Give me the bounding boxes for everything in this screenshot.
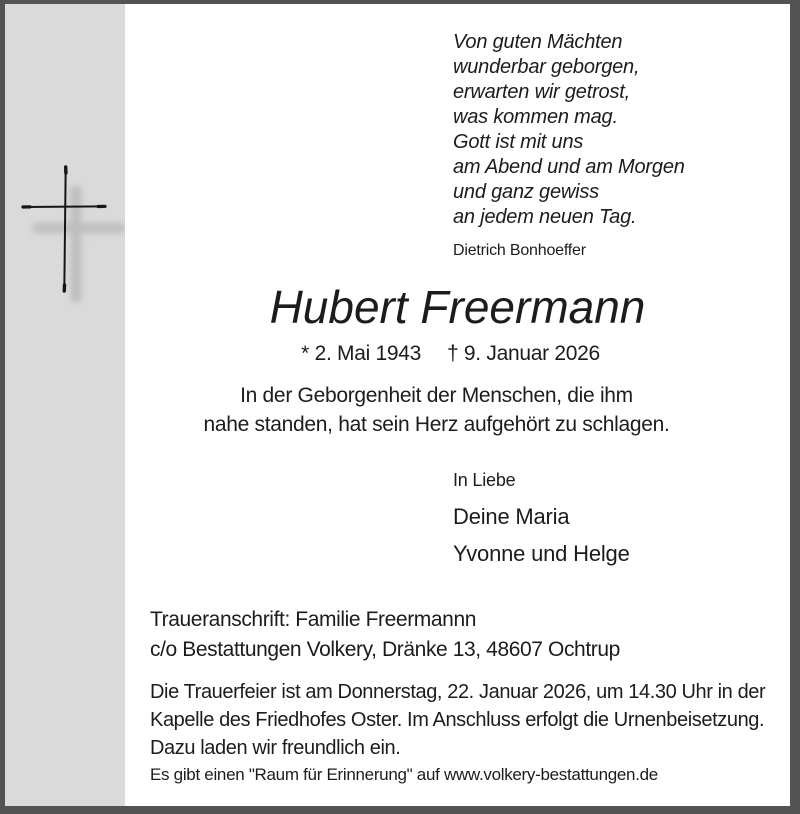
death-date: † 9. Januar 2026: [447, 342, 600, 365]
mourner-name: Deine Maria: [453, 504, 570, 529]
poem: [453, 30, 685, 230]
funeral-service-line: Dazu laden wir freundlich ein.: [150, 737, 401, 759]
poem-line: Gott ist mit uns: [453, 131, 584, 153]
notice-content: [125, 4, 790, 806]
memorial-website-note: Es gibt einen "Raum für Erinnerung" auf www.volkery-bestattungen.de: [150, 765, 658, 784]
side-panel: [5, 4, 125, 806]
mourners-intro: In Liebe: [453, 470, 516, 490]
eulogy-text: [125, 381, 790, 439]
mourner-name: Yvonne und Helge: [453, 541, 630, 566]
funeral-service-info: [150, 678, 765, 762]
funeral-service-line: Kapelle des Friedhofes Oster. Im Anschluss erfolgt die Urnenbeisetzung.: [150, 709, 765, 731]
poem-line: und ganz gewiss: [453, 181, 599, 203]
mourning-address-line: c/o Bestattungen Volkery, Dränke 13, 48607 Ochtrup: [150, 638, 620, 661]
poem-line: erwarten wir getrost,: [453, 81, 630, 103]
poem-line: wunderbar geborgen,: [453, 56, 640, 78]
eulogy-line: nahe standen, hat sein Herz aufgehört zu schlagen.: [203, 413, 670, 436]
birth-date: * 2. Mai 1943: [301, 342, 422, 365]
christian-cross-icon: [10, 150, 135, 310]
mourning-address: [150, 605, 620, 665]
poem-line: am Abend und am Morgen: [453, 156, 685, 178]
deceased-name: Hubert Freermann: [269, 281, 646, 333]
poem-line: was kommen mag.: [453, 106, 618, 128]
poem-attribution: Dietrich Bonhoeffer: [453, 242, 586, 259]
poem-line: Von guten Mächten: [453, 31, 623, 53]
life-dates: [125, 342, 790, 366]
poem-line: an jedem neuen Tag.: [453, 206, 637, 228]
mourning-address-line: Traueranschrift: Familie Freermannn: [150, 608, 476, 631]
eulogy-line: In der Geborgenheit der Menschen, die ihm: [240, 384, 633, 407]
funeral-service-line: Die Trauerfeier ist am Donnerstag, 22. Januar 2026, um 14.30 Uhr in der: [150, 681, 766, 703]
